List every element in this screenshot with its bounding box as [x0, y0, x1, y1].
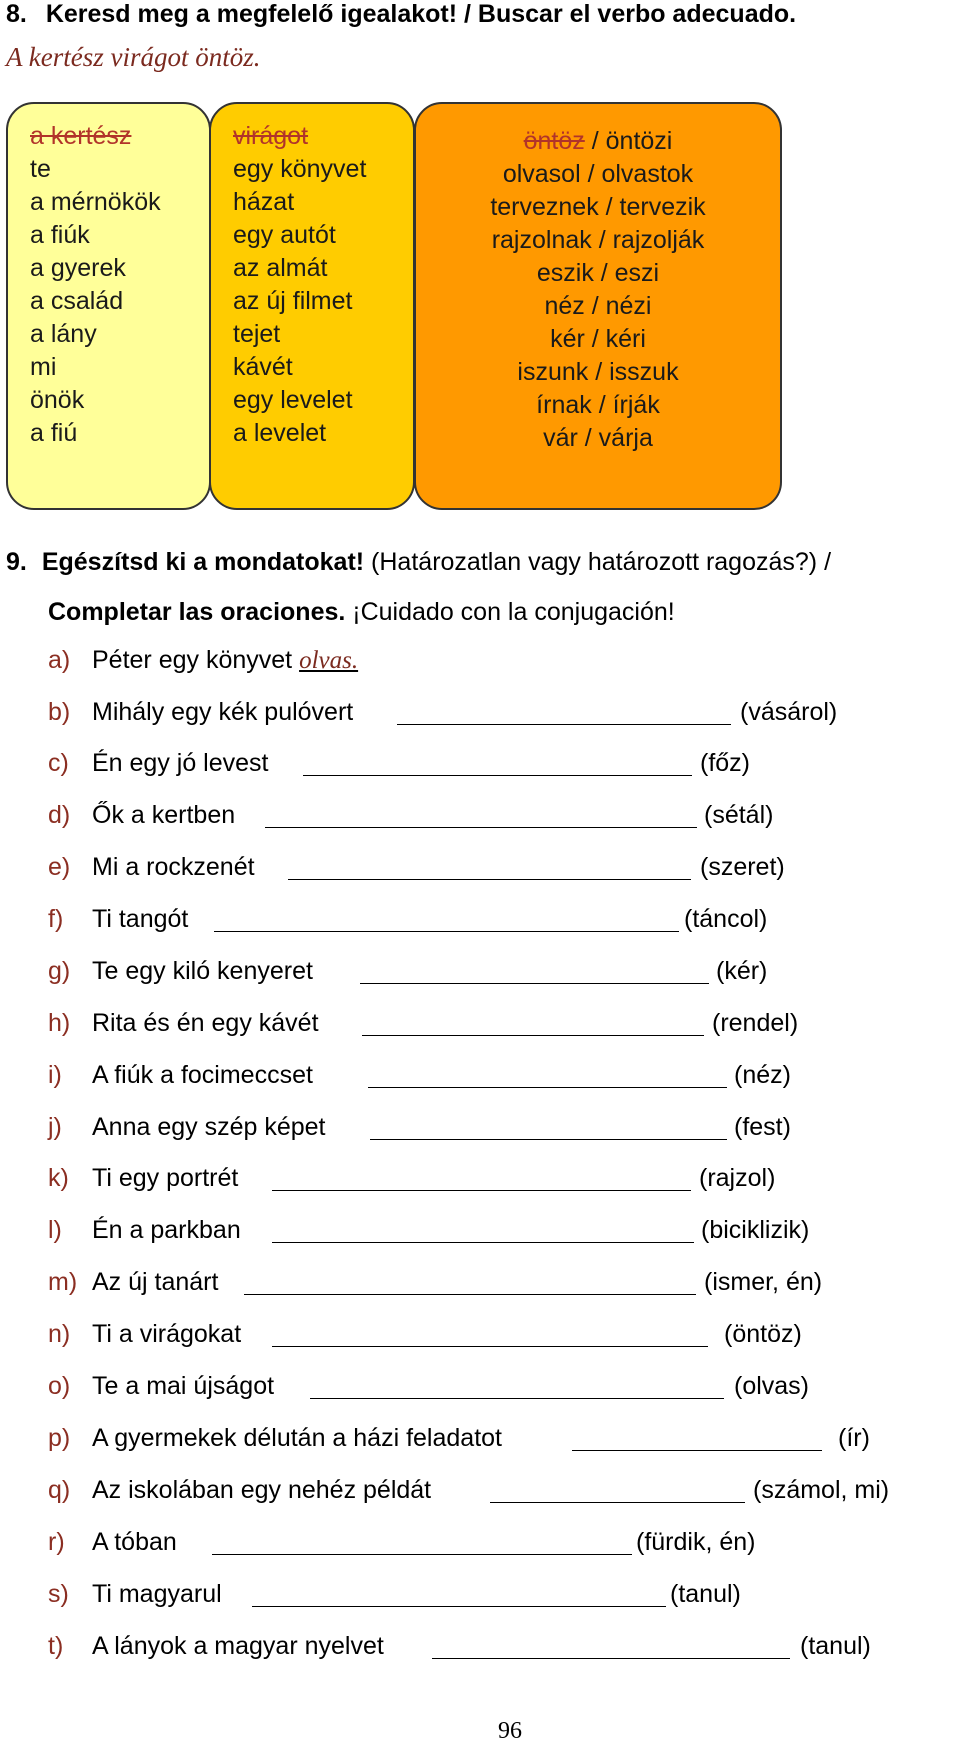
exercise-9-subtitle: Completar las oraciones.	[48, 598, 346, 626]
item-letter: k)	[48, 1164, 69, 1192]
item-text: Az iskolában egy nehéz példát	[92, 1476, 432, 1504]
exercise-8-heading	[6, 0, 796, 29]
item-letter: o)	[48, 1372, 71, 1400]
item-letter: a)	[48, 646, 71, 674]
subject-item: a fiúk	[30, 221, 90, 249]
answer-blank[interactable]	[370, 1139, 727, 1140]
item-hint: (fest)	[734, 1113, 791, 1141]
exercise-9-subtitle-rest: ¡Cuidado con la conjugación!	[345, 598, 675, 626]
exercise-9-title-rest: (Határozatlan vagy határozott ragozás?) /	[364, 548, 832, 576]
verbs-box	[414, 102, 782, 510]
example-sentence: Péter egy könyvet	[92, 646, 300, 674]
item-text: Anna egy szép képet	[92, 1113, 326, 1141]
object-item: az új filmet	[233, 287, 353, 315]
item-letter: d)	[48, 801, 71, 829]
subject-item: a gyerek	[30, 254, 126, 282]
object-item: egy levelet	[233, 386, 353, 414]
item-text: Te a mai újságot	[92, 1372, 275, 1400]
exercise-9-subheading	[48, 598, 675, 627]
item-text: Én a parkban	[92, 1216, 241, 1244]
item-text: Ti tangót	[92, 905, 189, 933]
answer-blank[interactable]	[214, 931, 679, 932]
item-hint: (tanul)	[800, 1632, 871, 1660]
object-item: egy könyvet	[233, 155, 367, 183]
verb-item: iszunk / isszuk	[517, 358, 679, 386]
item-letter: c)	[48, 749, 69, 777]
page-number: 96	[498, 1718, 522, 1744]
item-text: A tóban	[92, 1528, 177, 1556]
subject-item: önök	[30, 386, 85, 414]
object-item: egy autót	[233, 221, 336, 249]
verb-item: kér / kéri	[550, 325, 646, 353]
exercise-8-number: 8.	[6, 0, 27, 28]
answer-blank[interactable]	[490, 1502, 745, 1503]
item-text: A lányok a magyar nyelvet	[92, 1632, 384, 1660]
item-letter: f)	[48, 905, 64, 933]
subject-item: a fiú	[30, 419, 78, 447]
item-text: A fiúk a focimeccset	[92, 1061, 313, 1089]
answer-blank[interactable]	[252, 1606, 666, 1607]
item-letter: i)	[48, 1061, 62, 1089]
item-letter: p)	[48, 1424, 71, 1452]
exercise-9-number: 9.	[6, 548, 27, 576]
answer-blank[interactable]	[368, 1087, 727, 1088]
answer-blank[interactable]	[572, 1450, 822, 1451]
answer-blank[interactable]	[362, 1035, 704, 1036]
objects-box	[209, 102, 415, 510]
verb-struck: öntöz	[523, 127, 585, 155]
answer-blank[interactable]	[265, 827, 697, 828]
verb-item: írnak / írják	[536, 391, 660, 419]
subject-item: a család	[30, 287, 124, 315]
item-text: Ti a virágokat	[92, 1320, 242, 1348]
verb-item: vár / várja	[543, 424, 653, 452]
answer-blank[interactable]	[272, 1346, 708, 1347]
item-hint: (biciklizik)	[701, 1216, 810, 1244]
item-letter: l)	[48, 1216, 62, 1244]
answer-blank[interactable]	[288, 879, 691, 880]
verb-item: olvasol / olvastok	[502, 160, 694, 188]
item-letter: s)	[48, 1580, 69, 1608]
answer-blank[interactable]	[397, 724, 731, 725]
subjects-list	[30, 120, 161, 450]
item-hint: (vásárol)	[740, 698, 838, 726]
example-answer: olvas.	[299, 647, 359, 674]
item-letter: t)	[48, 1632, 64, 1660]
item-hint: (szeret)	[700, 853, 785, 881]
subject-item: te	[30, 155, 51, 183]
object-item: házat	[233, 188, 295, 216]
exercise-8-example: A kertész virágot öntöz.	[6, 42, 261, 72]
item-hint: (tanul)	[670, 1580, 741, 1608]
answer-blank[interactable]	[244, 1294, 696, 1295]
item-text: Ők a kertben	[92, 801, 236, 829]
example-text	[92, 646, 358, 675]
subject-item: mi	[30, 353, 57, 381]
answer-blank[interactable]	[432, 1658, 790, 1659]
objects-list	[233, 120, 366, 450]
verbs-list	[416, 125, 780, 455]
subject-item: a lány	[30, 320, 97, 348]
object-item: a levelet	[233, 419, 327, 447]
verb-item-first	[416, 125, 780, 158]
verb-item: néz / nézi	[544, 292, 652, 320]
object-struck: virágot	[233, 122, 309, 150]
item-letter: e)	[48, 853, 71, 881]
verb-first-rest: / öntözi	[584, 127, 673, 155]
item-letter: n)	[48, 1320, 71, 1348]
item-text: Ti magyarul	[92, 1580, 222, 1608]
item-text: Ti egy portrét	[92, 1164, 239, 1192]
subject-item: a mérnökök	[30, 188, 161, 216]
item-letter: q)	[48, 1476, 71, 1504]
item-hint: (öntöz)	[724, 1320, 802, 1348]
item-hint: (főz)	[700, 749, 750, 777]
item-hint: (rajzol)	[699, 1164, 776, 1192]
subjects-box	[6, 102, 211, 510]
item-hint: (olvas)	[734, 1372, 810, 1400]
item-text: Mi a rockzenét	[92, 853, 255, 881]
item-hint: (rendel)	[712, 1009, 799, 1037]
answer-blank[interactable]	[212, 1554, 632, 1555]
item-letter: h)	[48, 1009, 71, 1037]
answer-blank[interactable]	[303, 775, 692, 776]
answer-blank[interactable]	[272, 1190, 691, 1191]
verb-item: eszik / eszi	[536, 259, 660, 287]
exercise-9-title: Egészítsd ki a mondatokat!	[41, 548, 365, 576]
item-hint: (ír)	[838, 1424, 870, 1452]
item-text: Rita és én egy kávét	[92, 1009, 319, 1037]
item-hint: (kér)	[716, 957, 768, 985]
item-text: Mihály egy kék pulóvert	[92, 698, 354, 726]
item-text: Az új tanárt	[92, 1268, 219, 1296]
exercise-8-title: Keresd meg a megfelelő igealakot! / Buscar el verbo adecuado.	[45, 0, 797, 28]
object-item: kávét	[233, 353, 293, 381]
verb-item: rajzolnak / rajzolják	[491, 226, 705, 254]
item-hint: (ismer, én)	[704, 1268, 823, 1296]
item-letter: m)	[48, 1268, 78, 1296]
object-item: az almát	[233, 254, 328, 282]
item-text: Te egy kiló kenyeret	[92, 957, 313, 985]
item-hint: (számol, mi)	[753, 1476, 890, 1504]
exercise-9-example-row	[48, 646, 448, 678]
item-letter: j)	[48, 1113, 62, 1141]
subject-struck: a kertész	[30, 122, 132, 150]
verb-item: terveznek / tervezik	[490, 193, 706, 221]
item-hint: (sétál)	[704, 801, 774, 829]
item-text: A gyermekek délután a házi feladatot	[92, 1424, 502, 1452]
item-letter: b)	[48, 698, 71, 726]
item-hint: (táncol)	[684, 905, 768, 933]
answer-blank[interactable]	[360, 983, 709, 984]
item-letter: r)	[48, 1528, 65, 1556]
item-hint: (fürdik, én)	[636, 1528, 756, 1556]
exercise-9-heading	[6, 548, 831, 577]
item-text: Én egy jó levest	[92, 749, 269, 777]
answer-blank[interactable]	[272, 1242, 694, 1243]
answer-blank[interactable]	[310, 1398, 724, 1399]
object-item: tejet	[233, 320, 281, 348]
item-hint: (néz)	[734, 1061, 791, 1089]
item-letter: g)	[48, 957, 71, 985]
